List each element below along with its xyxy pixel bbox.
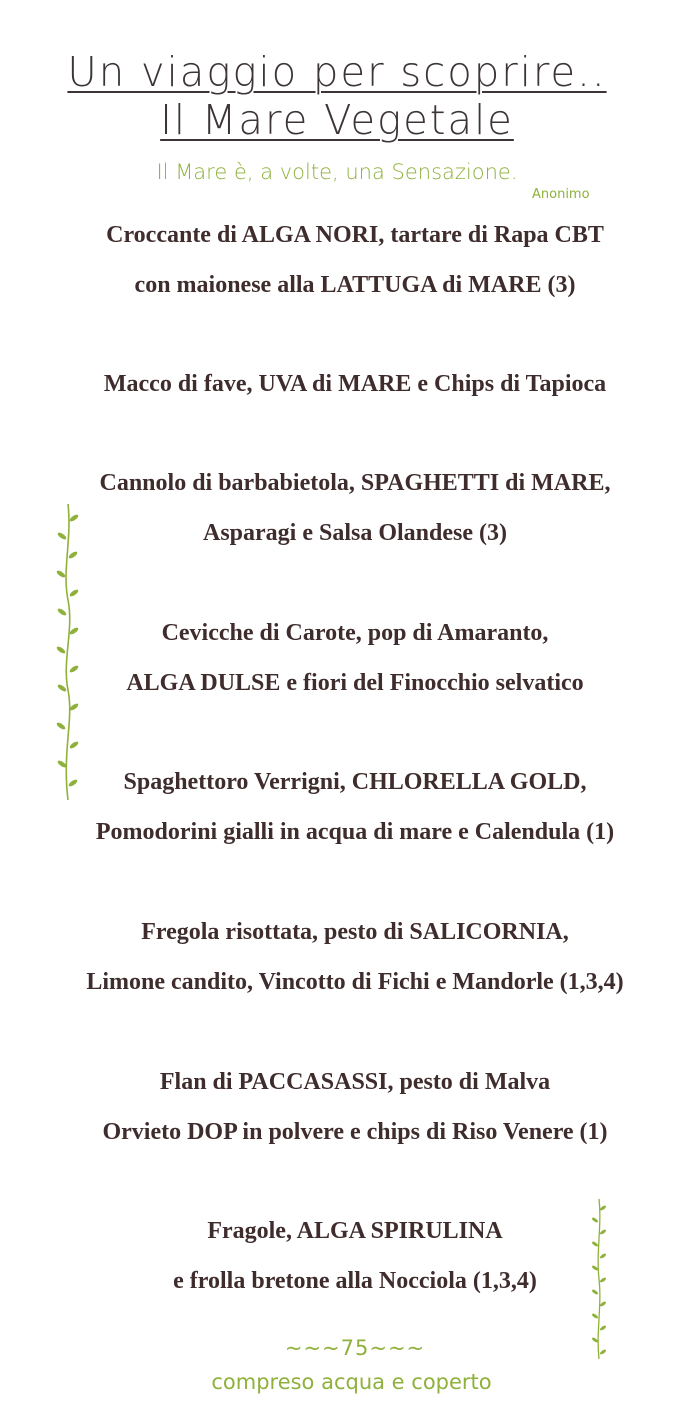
course-6-line2: Limone candito, Vincotto di Fichi e Mandorle (1,3,4) (86, 969, 624, 995)
course-4-line1: Cevicche di Carote, pop di Amaranto, (161, 620, 549, 646)
course-7-line2: Orvieto DOP in polvere e chips di Riso Venere (1) (102, 1119, 608, 1145)
quote-author: Anonimo (532, 187, 590, 202)
course-7-line1: Flan di PACCASASSI, pesto di Malva (159, 1069, 551, 1095)
menu-title-line2: Il Mare Vegetale (160, 96, 514, 144)
course-2-line1: Macco di fave, UVA di MARE e Chips di Tapioca (103, 371, 607, 397)
vine-left-icon (52, 500, 86, 805)
course-3-line1: Cannolo di barbabietola, SPAGHETTI di MARE, (99, 470, 611, 496)
course-1-line2: con maionese alla LATTUGA di MARE (3) (134, 272, 576, 298)
price-note: compreso acqua e coperto (211, 1370, 492, 1394)
menu-title-line1: Un viaggio per scoprire.. (67, 48, 607, 96)
course-6-line1: Fregola risottata, pesto di SALICORNIA, (141, 919, 569, 945)
menu-price: ~~~75~~~ (284, 1336, 426, 1360)
course-1-line1: Croccante di ALGA NORI, tartare di Rapa CBT (106, 222, 604, 248)
vine-right-icon (588, 1196, 610, 1362)
quote-text: Il Mare è, a volte, una Sensazione. (156, 160, 518, 184)
course-3-line2: Asparagi e Salsa Olandese (3) (202, 520, 507, 546)
course-5-line1: Spaghettoro Verrigni, CHLORELLA GOLD, (123, 769, 587, 795)
course-8-line1: Fragole, ALGA SPIRULINA (207, 1218, 503, 1244)
course-5-line2: Pomodorini gialli in acqua di mare e Calendula (1) (95, 819, 615, 845)
course-4-line2: ALGA DULSE e fiori del Finocchio selvatico (126, 670, 584, 696)
course-8-line2: e frolla bretone alla Nocciola (1,3,4) (173, 1268, 537, 1294)
